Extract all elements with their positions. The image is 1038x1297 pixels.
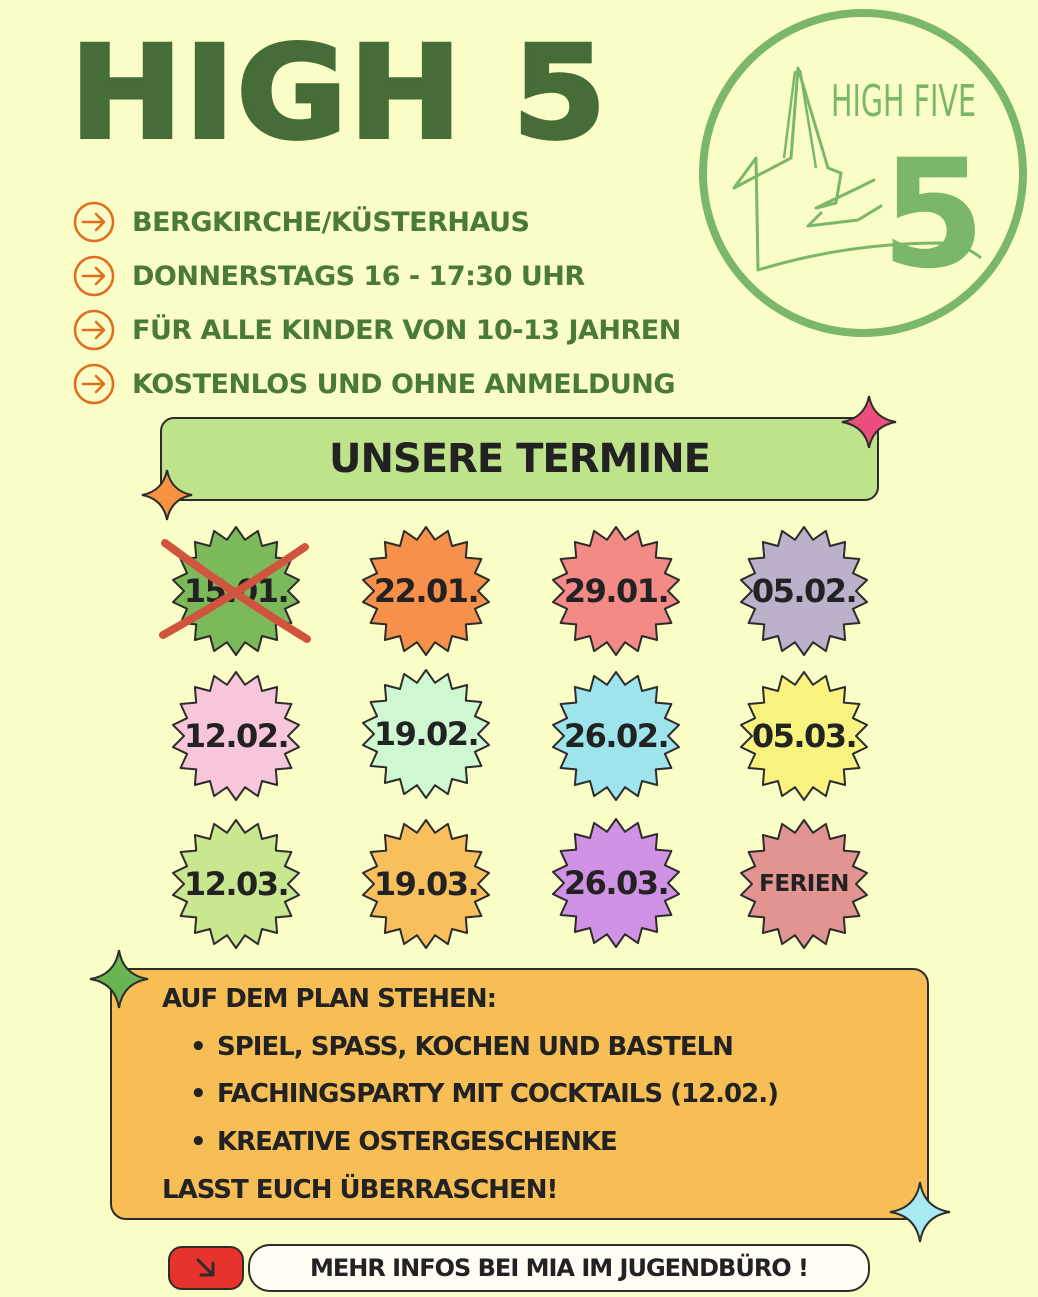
date-label: 05.03.	[751, 717, 857, 755]
info-list	[72, 195, 681, 411]
sparkle-blue-icon	[888, 1180, 952, 1244]
date-badge	[355, 520, 497, 662]
arrow-circle-icon	[72, 362, 116, 406]
banner-title: UNSERE TERMINE	[328, 436, 711, 482]
plan-item	[190, 1127, 617, 1157]
info-cost: KOSTENLOS UND OHNE ANMELDUNG	[132, 368, 676, 400]
date-label: 29.01.	[563, 572, 669, 610]
date-label: 19.03.	[373, 865, 479, 903]
plan-box	[110, 968, 929, 1220]
plan-item-text: FACHINGSPARTY MIT COCKTAILS (12.02.)	[217, 1079, 778, 1109]
date-badge	[545, 812, 687, 954]
logo-number: 5	[881, 128, 986, 302]
plan-item	[190, 1079, 778, 1109]
arrow-button[interactable]	[168, 1246, 244, 1290]
date-badge	[165, 813, 307, 955]
plan-footer: LASST EUCH ÜBERRASCHEN!	[162, 1175, 558, 1205]
arrow-circle-icon	[72, 200, 116, 244]
plan-title: AUF DEM PLAN STEHEN:	[162, 984, 496, 1014]
date-label: 05.02.	[751, 572, 857, 610]
date-badge	[355, 663, 497, 805]
info-time: DONNERSTAGS 16 - 17:30 UHR	[132, 260, 585, 292]
cancelled-cross-icon	[155, 535, 315, 647]
date-label: 12.02.	[183, 717, 289, 755]
high-five-logo	[696, 8, 1032, 338]
date-badge	[355, 813, 497, 955]
date-label: 15.01.	[183, 572, 289, 610]
plan-item	[190, 1032, 733, 1062]
info-age: FÜR ALLE KINDER VON 10-13 JAHREN	[132, 314, 681, 346]
plan-item-text: SPIEL, SPASS, KOCHEN UND BASTELN	[217, 1032, 733, 1062]
date-label: 22.01.	[373, 572, 479, 610]
bullet-icon: •	[190, 1079, 206, 1109]
info-item-location	[72, 195, 681, 249]
arrow-circle-icon	[72, 308, 116, 352]
info-item-age	[72, 303, 681, 357]
plan-item-text: KREATIVE OSTERGESCHENKE	[217, 1127, 617, 1157]
info-item-time	[72, 249, 681, 303]
date-badge	[165, 665, 307, 807]
termine-banner	[160, 417, 879, 501]
sparkle-orange-icon	[140, 468, 194, 522]
bullet-icon: •	[190, 1032, 206, 1062]
date-label: 19.02.	[373, 715, 479, 753]
bullet-icon: •	[190, 1127, 206, 1157]
date-badge	[545, 665, 687, 807]
date-label: 26.02.	[563, 717, 669, 755]
page-title: HIGH 5	[70, 19, 609, 168]
arrow-circle-icon	[72, 254, 116, 298]
date-label: 26.03.	[563, 864, 669, 902]
info-location: BERGKIRCHE/KÜSTERHAUS	[132, 206, 530, 238]
info-item-cost	[72, 357, 681, 411]
arrow-down-right-icon	[192, 1254, 220, 1282]
date-badge	[733, 813, 875, 955]
logo-text: HIGH FIVE	[831, 76, 976, 127]
date-label: FERIEN	[759, 871, 849, 897]
date-badge	[733, 520, 875, 662]
sparkle-green-icon	[88, 948, 150, 1010]
date-badge	[733, 665, 875, 807]
sparkle-pink-icon	[840, 394, 898, 450]
more-info-text: MEHR INFOS BEI MIA IM JUGENDBÜRO !	[309, 1254, 809, 1282]
date-label: 12.03.	[183, 865, 289, 903]
date-badge	[545, 520, 687, 662]
more-info-pill[interactable]	[248, 1244, 870, 1292]
